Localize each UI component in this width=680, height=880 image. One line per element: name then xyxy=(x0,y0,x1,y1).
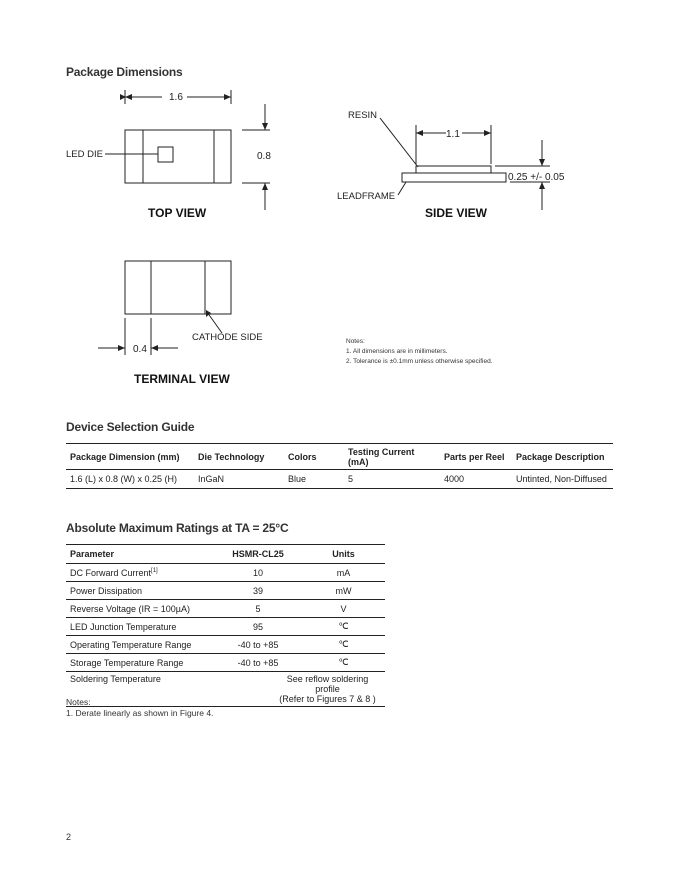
cell-unit: ℃ xyxy=(302,636,385,654)
cathode-side-label: CATHODE SIDE xyxy=(192,332,263,343)
header-colors: Colors xyxy=(284,444,344,470)
ratings-note-1: 1. Derate linearly as shown in Figure 4. xyxy=(66,708,214,718)
header-part-number: HSMR-CL25 xyxy=(214,545,302,564)
drawing-note-1: 1. All dimensions are in millimeters. xyxy=(346,348,448,355)
header-die-technology: Die Technology xyxy=(194,444,284,470)
thickness-label: 0.25 +/- 0.05 xyxy=(508,172,565,183)
cell-package-description: Untinted, Non-Diffused xyxy=(512,470,613,489)
drawing-notes-heading: Notes: xyxy=(346,338,365,345)
absolute-max-title: Absolute Maximum Ratings at TA = 25°C xyxy=(66,521,289,535)
leadframe-leader xyxy=(398,182,406,195)
top-view-body xyxy=(125,130,231,183)
param-text: DC Forward Current xyxy=(70,567,152,578)
cell-unit: mW xyxy=(302,582,385,600)
table-row xyxy=(66,600,385,618)
package-drawings xyxy=(0,0,680,400)
cell-value: -40 to +85 xyxy=(214,654,302,672)
header-testing-current: Testing Current (mA) xyxy=(344,444,440,470)
cell-package-dimension: 1.6 (L) x 0.8 (W) x 0.25 (H) xyxy=(66,470,194,489)
header-package-dimension: Package Dimension (mm) xyxy=(66,444,194,470)
resin-label: RESIN xyxy=(348,110,378,121)
cell-parameter xyxy=(66,564,214,582)
ratings-notes xyxy=(66,697,213,719)
header-package-description: Package Description xyxy=(512,444,613,470)
cell-parameter: Reverse Voltage (IR = 100µA) xyxy=(66,600,214,618)
ratings-notes-heading: Notes: xyxy=(66,697,91,707)
terminal-view-body xyxy=(125,261,231,314)
side-view-caption: SIDE VIEW xyxy=(425,206,488,220)
cell-value: 39 xyxy=(214,582,302,600)
top-view-width-label: 1.6 xyxy=(169,92,183,103)
cell-unit: mA xyxy=(302,564,385,582)
cell-value: 95 xyxy=(214,618,302,636)
drawing-notes xyxy=(346,337,493,367)
led-die-label: LED DIE xyxy=(66,149,103,160)
cell-value: -40 to +85 xyxy=(214,636,302,654)
table-row xyxy=(66,564,385,582)
table-header-row xyxy=(66,444,613,470)
cathode-leader xyxy=(207,312,222,333)
cell-value: 10 xyxy=(214,564,302,582)
device-selection-title: Device Selection Guide xyxy=(66,420,195,434)
cell-parameter: Power Dissipation xyxy=(66,582,214,600)
drawing-note-2: 2. Tolerance is ±0.1mm unless otherwise specified. xyxy=(346,358,493,365)
header-parts-per-reel: Parts per Reel xyxy=(440,444,512,470)
header-units: Units xyxy=(302,545,385,564)
resin-leader xyxy=(380,118,418,167)
cell-die-technology: InGaN xyxy=(194,470,284,489)
side-view-width-label: 1.1 xyxy=(446,129,460,140)
terminal-view-caption: TERMINAL VIEW xyxy=(134,372,230,386)
top-view-height-label: 0.8 xyxy=(257,151,271,162)
cell-parts-per-reel: 4000 xyxy=(440,470,512,489)
page-number: 2 xyxy=(66,832,72,842)
absolute-max-table xyxy=(66,544,385,707)
header-parameter: Parameter xyxy=(66,545,214,564)
terminal-dimension-label: 0.4 xyxy=(133,344,147,355)
leadframe-label: LEADFRAME xyxy=(337,191,396,202)
cell-unit: ℃ xyxy=(302,618,385,636)
top-view xyxy=(105,90,270,210)
footnote-ref: [1] xyxy=(151,567,158,574)
soldering-line-1: See reflow soldering profile xyxy=(286,674,369,694)
cell-unit: V xyxy=(302,600,385,618)
cell-parameter: Soldering Temperature xyxy=(66,672,214,707)
table-row xyxy=(66,582,385,600)
soldering-line-2: (Refer to Figures 7 & 8 ) xyxy=(279,694,376,704)
package-dimensions-title: Package Dimensions xyxy=(66,65,183,79)
table-row xyxy=(66,618,385,636)
cell-parameter: Operating Temperature Range xyxy=(66,636,214,654)
cell-parameter: LED Junction Temperature xyxy=(66,618,214,636)
resin-rect xyxy=(416,166,491,173)
table-row xyxy=(66,636,385,654)
table-row xyxy=(66,470,613,489)
top-view-caption: TOP VIEW xyxy=(148,206,207,220)
leadframe-rect xyxy=(402,173,506,182)
table-row xyxy=(66,654,385,672)
cell-unit: ℃ xyxy=(302,654,385,672)
cell-colors: Blue xyxy=(284,470,344,489)
cell-testing-current: 5 xyxy=(344,470,440,489)
device-selection-table xyxy=(66,443,613,489)
table-header-row xyxy=(66,545,385,564)
led-die-square xyxy=(158,147,173,162)
cell-parameter: Storage Temperature Range xyxy=(66,654,214,672)
cell-value: 5 xyxy=(214,600,302,618)
side-view xyxy=(380,118,550,210)
cell-soldering-value xyxy=(214,672,385,707)
